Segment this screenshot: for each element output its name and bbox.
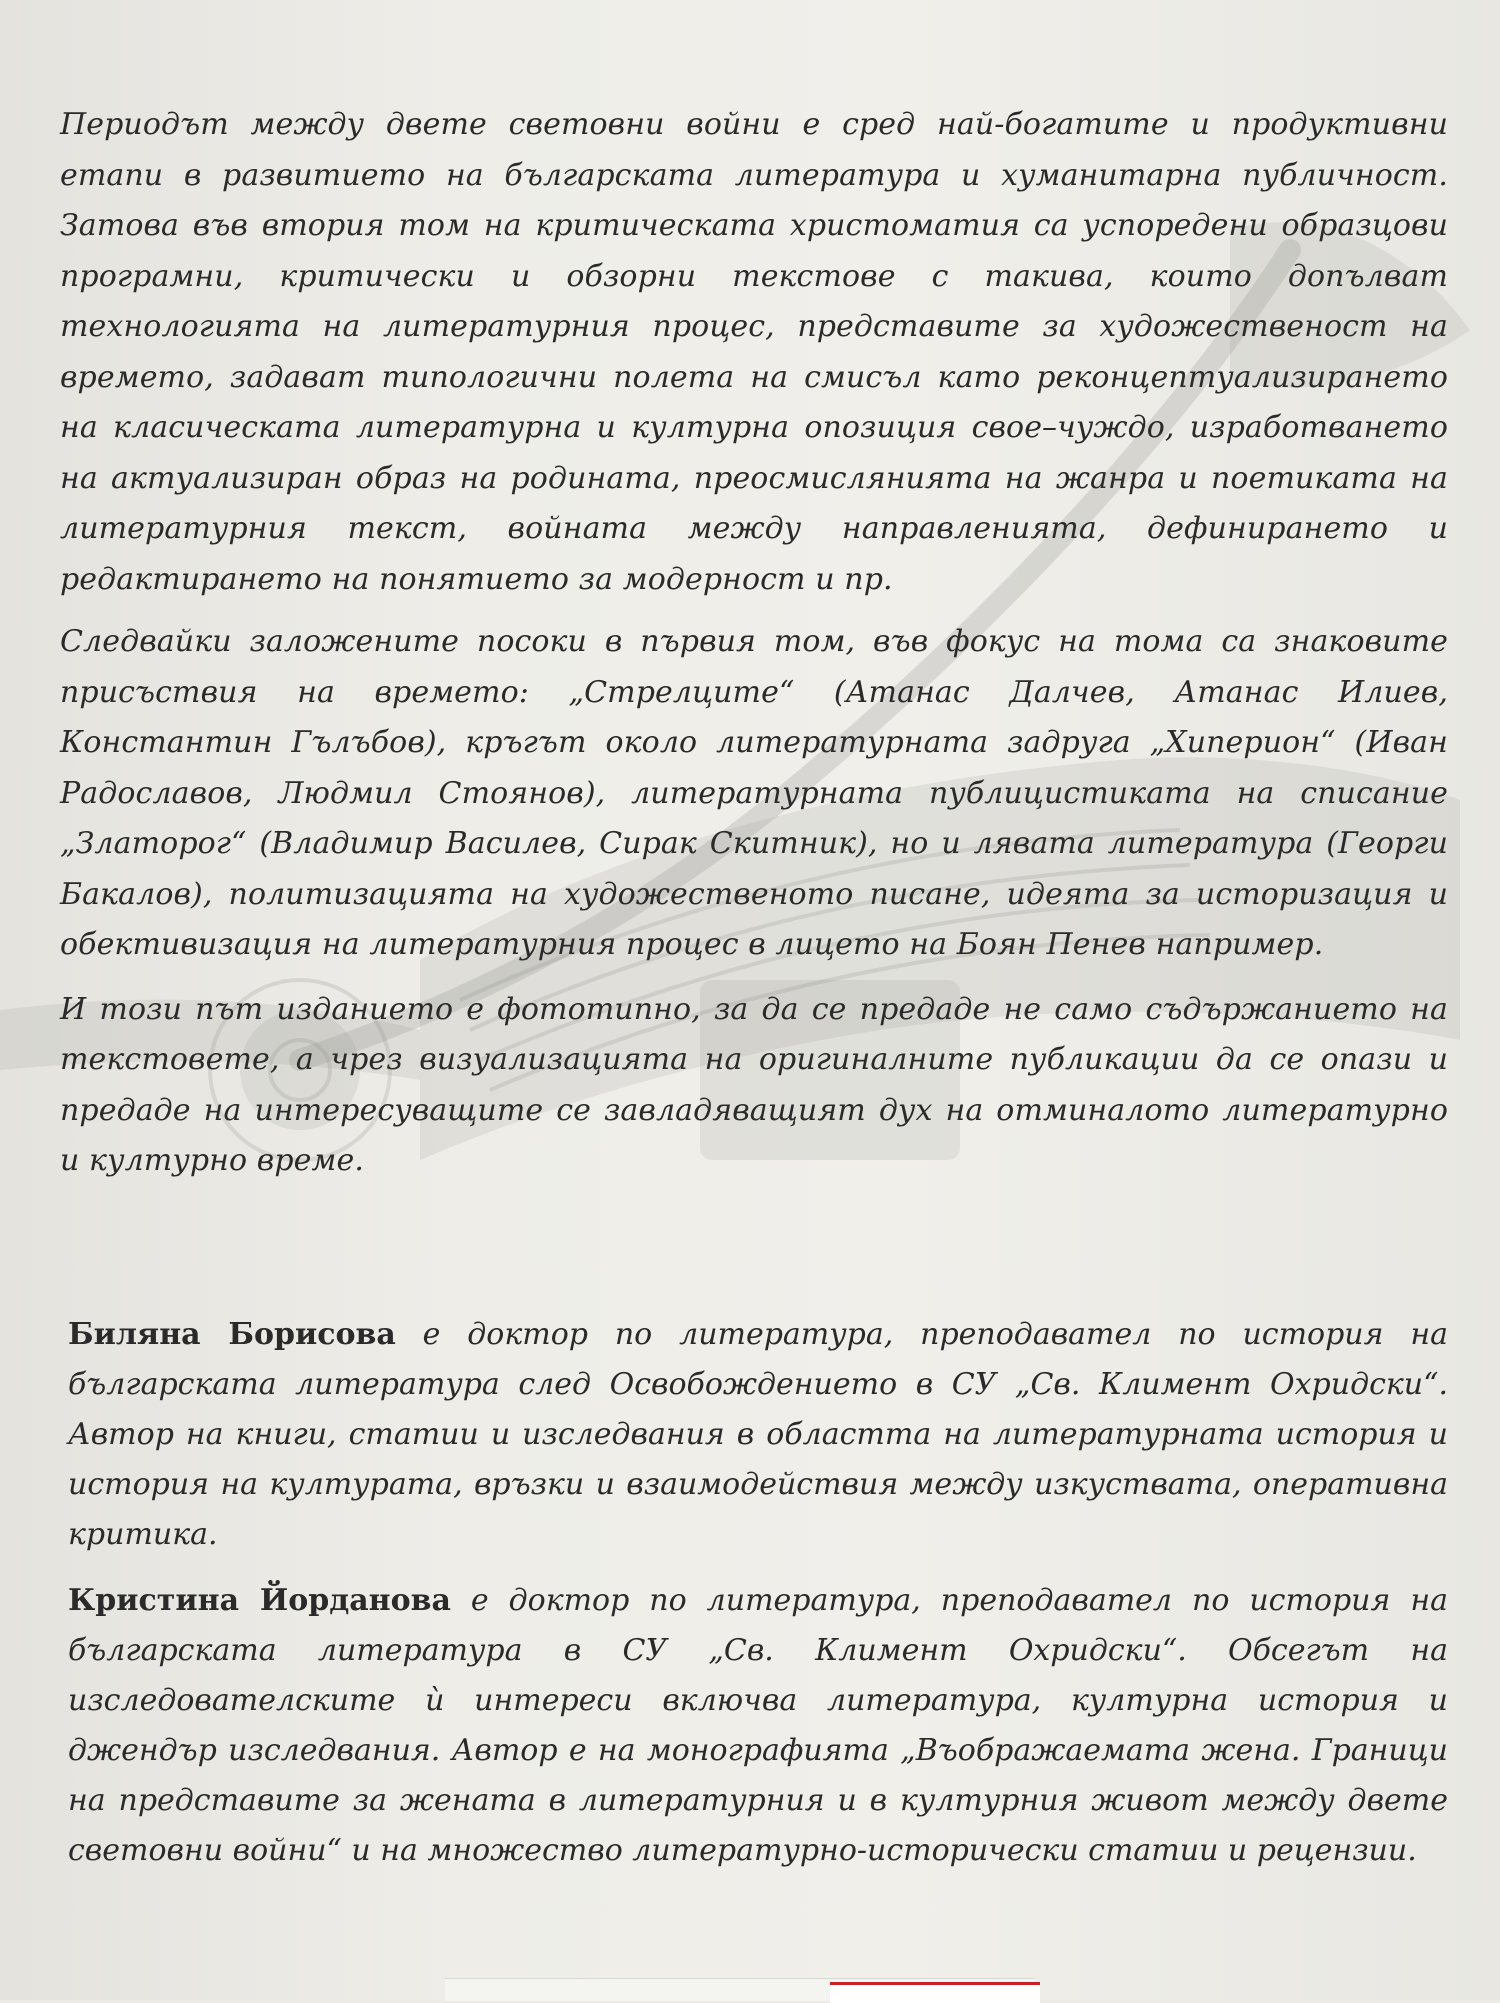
author-name: Биляна Борисова (68, 1317, 396, 1352)
description-paragraph: Следвайки заложените посоки в първия том, във фокус на тома са знаковите присъствия на времето: „Стрелците“ (Атанас Далчев, Атанас Илиев, Константин Гълъбов), кръгът около литературната задруга „Хиперион“ (Иван Радославов, Людмил Стоянов), литературната публицистиката на списание „Златорог“ (Владимир Василев, Сирак Скитник), но и лявата литература (Георги Бакалов), политизацията на художественото писане, идеята за историзация и обективизация на литературния процес в лицето на Боян Пенев например. (60, 624, 1448, 962)
description-paragraph: И този път изданието е фототипно, за да се предаде не само съдържанието на текстовете, а чрез визуализацията на оригиналните публикации да се опази и предаде на интересуващите се завладяващият дух на отминалото литературно и културно време. (60, 991, 1448, 1178)
description-section (60, 100, 1448, 1187)
author-bio-text: е доктор по литература, преподавател по история на българската литература след Освобождението в СУ „Св. Климент Охридски“. Автор на книги, статии и изследвания в областта на литературната история и история на културата, връзки и взаимодействия между изкуствата, оперативна критика. (68, 1317, 1448, 1552)
author-bio (68, 1310, 1448, 1560)
author-bio-text: е доктор по литература, преподавател по история на българската литература в СУ „Св. Климент Охридски“. Обсегът на изследователските ѝ интереси включва литература, културна история и джендър изследвания. Автор е на монографията „Въображаемата жена. Граници на представите за жената в литературния и в културния живот между двете световни войни“ и на множество литературно-исторически статии и рецензии. (68, 1583, 1448, 1868)
authors-section (68, 1310, 1448, 1892)
author-bio (68, 1576, 1448, 1876)
description-paragraph: Периодът между двете световни войни е сред най-богатите и продуктивни етапи в развитието на българската литература и хуманитарна публичност. Затова във втория том на критическата христоматия са успоредени образцови програмни, критически и обзорни текстове с такива, които допълват технологията на литературния процес, представите за художественост на времето, задават типологични полета на смисъл като реконцептуализирането на класическата литературна и културна опозиция свое–чуждо, изработването на актуализиран образ на родината, преосмислянията на жанра и поетиката на литературния текст, войната между направленията, дефинирането и редактирането на понятието за модерност и пр. (60, 107, 1448, 597)
author-name: Кристина Йорданова (68, 1583, 451, 1618)
